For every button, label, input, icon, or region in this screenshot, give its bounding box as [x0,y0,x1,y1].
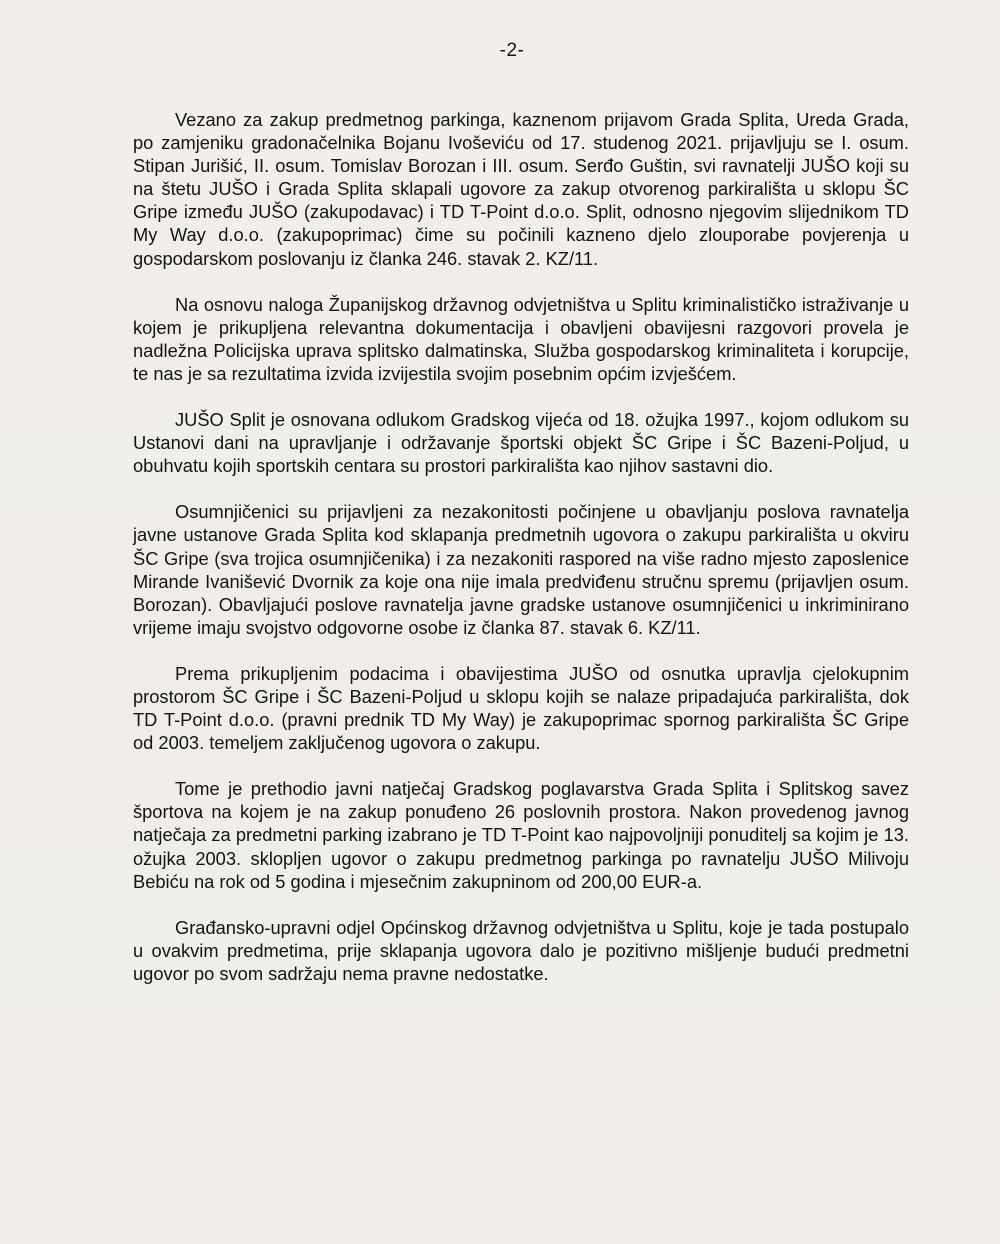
document-body [133,108,909,1008]
paragraph-criminal-investigation: Na osnovu naloga Županijskog državnog odvjetništva u Splitu kriminalističko istraživanje u kojem je prikupljena relevantna dokumentacija i obavljeni obavijesni razgovori provela je nadležna Policijska uprava splitsko dalmatinska, Služba gospodarskog kriminaliteta i korupcije, te nas je sa rezultatima izvida izvijestila svojim posebnim općim izvješćem. [133,293,909,384]
paragraph-public-tender: Tome je prethodio javni natječaj Gradskog poglavarstva Grada Splita i Splitskog savez športova na kojem je na zakup ponuđeno 26 poslovnih prostora. Nakon provedenog javnog natječaja za predmetni parking izabrano je TD T-Point kao najpovoljniji ponuditelj sa kojim je 13. ožujka 2003. sklopljen ugovor o zakupu predmetnog parkinga po ravnatelju JUŠO Milivoju Bebiću na rok od 5 godina i mjesečnim zakupninom od 200,00 EUR-a. [133,778,909,892]
paragraph-suspects-charges: Osumnjičenici su prijavljeni za nezakonitosti počinjene u obavljanju poslova ravnatelja javne ustanove Grada Splita kod sklapanja predmetnih ugovora o zakupu parkirališta u okviru ŠC Gripe (sva trojica osumnjičenika) i za nezakoniti raspored na više radno mjesto zaposlenice Mirande Ivanišević Dvornik za koje ona nije imala predviđenu stručnu spremu (prijavljen osum. Borozan). Obavljajući poslove ravnatelja javne gradske ustanove osumnjičenici u inkriminirano vrijeme imaju svojstvo odgovorne osobe iz članka 87. stavak 6. KZ/11. [133,501,909,638]
page-number: -2- [499,40,525,61]
paragraph-parking-lease-report: Vezano za zakup predmetnog parkinga, kaznenom prijavom Grada Splita, Ureda Grada, po zamjeniku gradonačelnika Bojanu Ivoševiću od 17. studenog 2021. prijavljuju se I. osum. Stipan Jurišić, II. osum. Tomislav Borozan i III. osum. Serđo Guštin, svi ravnatelji JUŠO koji su na štetu JUŠO i Grada Splita sklapali ugovore za zakup otvorenog parkirališta u sklopu ŠC Gripe između JUŠO (zakupodavac) i TD T-Point d.o.o. Split, odnosno njegovim slijednikom TD My Way d.o.o. (zakupoprimac) čime su počinili kazneno djelo zlouporabe povjerenja u gospodarskom poslovanju iz članka 246. stavak 2. KZ/11. [133,109,909,269]
paragraph-civil-administrative-opinion: Građansko-upravni odjel Općinskog državnog odvjetništva u Splitu, koje je tada postupalo u ovakvim predmetima, prije sklapanja ugovora dalo je pozitivno mišljenje budući predmetni ugovor po svom sadržaju nema pravne nedostatke. [133,916,909,984]
paragraph-juso-founding: JUŠO Split je osnovana odlukom Gradskog vijeća od 18. ožujka 1997., kojom odlukom su Ustanovi dani na upravljanje i održavanje športski objekt ŠC Gripe i ŠC Bazeni-Poljud, u obuhvatu kojih sportskih centara su prostori parkirališta kao njihov sastavni dio. [133,409,909,477]
paragraph-collected-data: Prema prikupljenim podacima i obavijestima JUŠO od osnutka upravlja cjelokupnim prostorom ŠC Gripe i ŠC Bazeni-Poljud u sklopu kojih se nalaze pripadajuća parkirališta, dok TD T-Point d.o.o. (pravni prednik TD My Way) je zakupoprimac spornog parkirališta ŠC Gripe od 2003. temeljem zaključenog ugovora o zakupu. [133,662,909,754]
